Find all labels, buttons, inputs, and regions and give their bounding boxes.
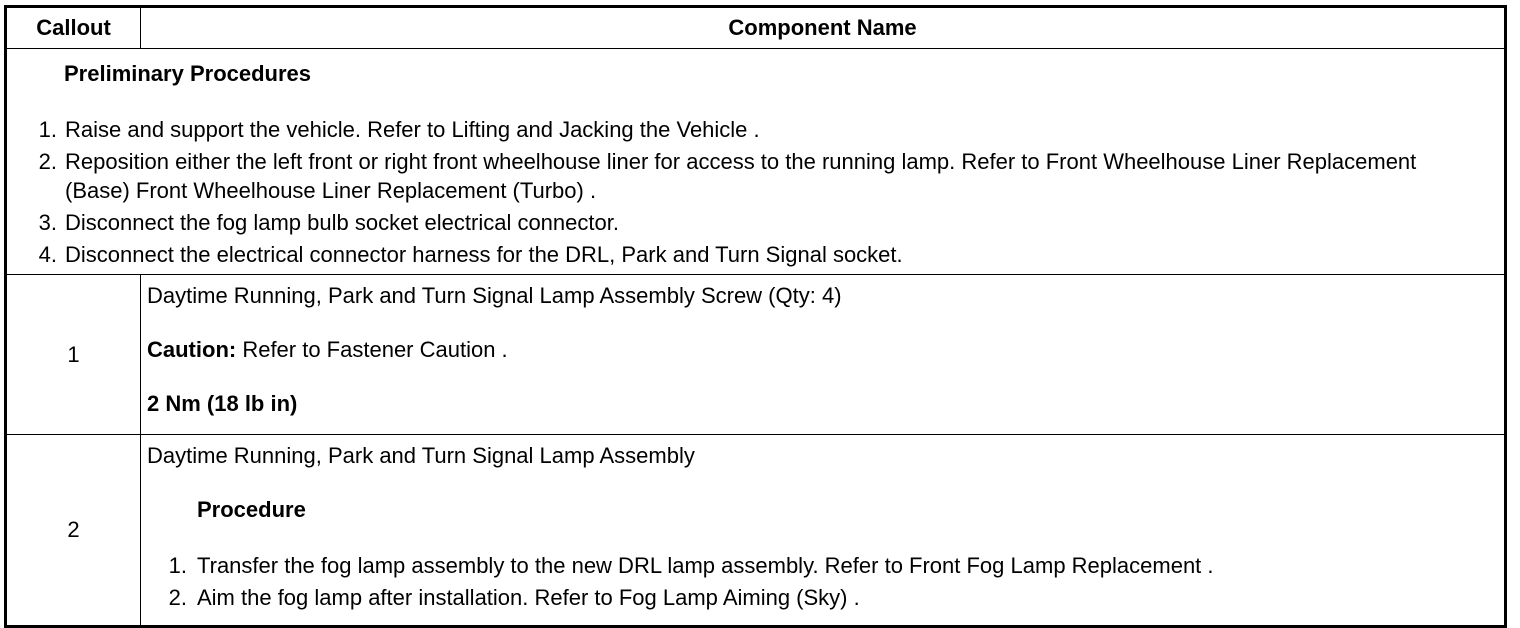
header-component-name: Component Name [141,7,1506,49]
procedure-steps [147,551,1498,613]
procedure-title: Procedure [197,497,306,522]
caution-note [147,337,1498,363]
step-text: Transfer the fog lamp assembly to the new DRL lamp assembly. Refer to Front Fog Lamp Replacement . [197,553,1214,578]
component-name: Daytime Running, Park and Turn Signal Lamp Assembly [147,443,695,468]
table-row [6,275,1506,435]
step-number: 3. [38,210,57,235]
component-cell [141,435,1506,627]
step-text: Raise and support the vehicle. Refer to Lifting and Jacking the Vehicle . [65,117,760,142]
step-text: Aim the fog lamp after installation. Refer to Fog Lamp Aiming (Sky) . [197,585,860,610]
header-callout: Callout [6,7,141,49]
callout-number: 2 [6,435,141,627]
preliminary-steps [27,115,1484,269]
step-number: 1. [38,117,57,142]
preliminary-step [27,115,1484,144]
step-number: 4. [38,242,57,267]
preliminary-cell [6,49,1506,275]
preliminary-row [6,49,1506,275]
caution-text: Refer to Fastener Caution . [236,337,508,362]
step-text: Disconnect the fog lamp bulb socket electrical connector. [65,210,619,235]
table-row [6,435,1506,627]
component-table [4,5,1507,628]
preliminary-step [27,147,1484,205]
preliminary-step [27,208,1484,237]
preliminary-step [27,240,1484,269]
procedure-step [147,551,1498,581]
header-row [6,7,1506,49]
procedure-step [147,583,1498,613]
step-number: 1. [168,553,187,578]
component-name: Daytime Running, Park and Turn Signal Lamp Assembly Screw (Qty: 4) [147,283,842,308]
callout-number: 1 [6,275,141,435]
step-text: Disconnect the electrical connector harness for the DRL, Park and Turn Signal socket. [65,242,903,267]
step-number: 2. [168,585,187,610]
torque-spec: 2 Nm (18 lb in) [147,391,298,416]
step-number: 2. [38,149,57,174]
step-text: Reposition either the left front or right front wheelhouse liner for access to the running lamp. Refer to Front Wheelhouse Liner Replacement (Base) Front Wheelhouse Liner Replacement (Turbo) . [65,149,1417,203]
component-cell [141,275,1506,435]
caution-label: Caution: [147,337,237,362]
preliminary-title: Preliminary Procedures [64,61,312,86]
